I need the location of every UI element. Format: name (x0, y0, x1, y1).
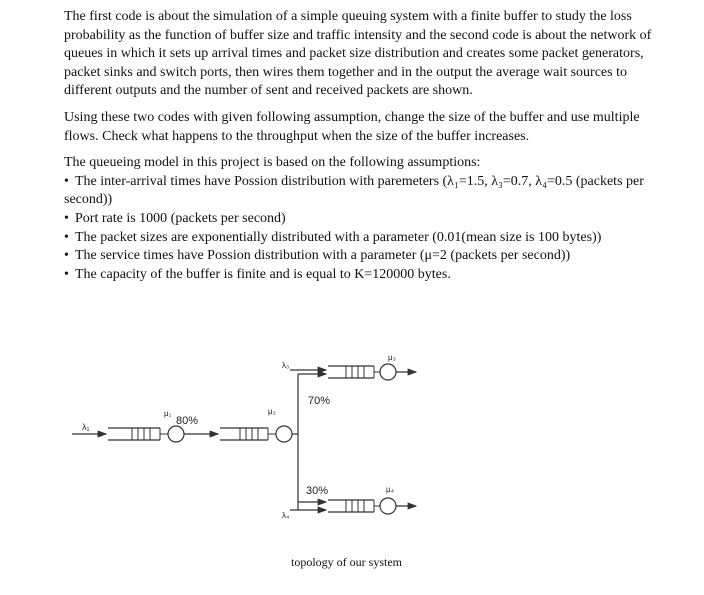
server-3 (380, 364, 396, 380)
list-item (64, 247, 664, 266)
topology-diagram (60, 348, 440, 538)
lambda3-label: λ₃ (282, 361, 290, 370)
queue-1 (108, 428, 168, 440)
queue-2 (220, 428, 276, 440)
list-item-text: Port rate is 1000 (packets per second) (75, 210, 286, 226)
percent-70-label: 70% (308, 395, 331, 407)
server-1 (168, 426, 184, 442)
bullet-icon: • (64, 173, 69, 189)
percent-30-label: 30% (306, 485, 329, 497)
percent-80-label: 80% (176, 415, 199, 427)
list-item (64, 210, 664, 229)
bullet-icon: • (64, 210, 69, 226)
list-item-text: The inter-arrival times have Possion distribution with paremeters (λ₁=1.5, λ₃=0.7, λ₄=0.5 (packets per second)) (64, 173, 644, 208)
paragraph-assumptions-intro: The queueing model in this project is based on the following assumptions: (64, 155, 481, 171)
mu1-label: μ₁ (164, 409, 172, 418)
mu3-label: μ₃ (388, 353, 396, 362)
server-4 (380, 498, 396, 514)
queue-3 (328, 366, 380, 378)
list-item-text: The packet sizes are exponentially distributed with a parameter (0.01(mean size is 100 bytes)) (75, 229, 602, 245)
bullet-icon: • (64, 266, 69, 282)
lambda4-label: λ₄ (282, 511, 290, 520)
assumptions-list (64, 173, 664, 285)
list-item (64, 173, 664, 210)
queue-4 (328, 500, 380, 512)
figure-caption: topology of our system (291, 555, 402, 569)
list-item (64, 266, 664, 285)
document-body (64, 8, 664, 284)
list-item-text: The service times have Possion distribution with a parameter (μ=2 (packets per second)) (75, 248, 571, 264)
paragraph-code-description: The first code is about the simulation of a simple queuing system with a finite buffer to study the loss probability as the function of buffer size and traffic intensity and the second code is about the network of queues in which it sets up arrival times and packet size distribution and creates some packet generators, packet sinks and switch ports, then wires them together and in the output the average wait sources to different outputs and the number of sent and received packets are shown. (64, 9, 652, 99)
list-item (64, 229, 664, 248)
list-item-text: The capacity of the buffer is finite and is equal to K=120000 bytes. (75, 266, 451, 282)
mu4-label: μ₄ (386, 485, 394, 494)
bullet-icon: • (64, 229, 69, 245)
mu2-label: μ₂ (268, 407, 276, 416)
lambda1-label: λ₁ (82, 422, 90, 432)
paragraph-task: Using these two codes with given following assumption, change the size of the buffer and use multiple flows. Check what happens to the throughput when the size of the buffer increases. (64, 109, 640, 144)
bullet-icon: • (64, 248, 69, 264)
server-2 (276, 426, 292, 442)
